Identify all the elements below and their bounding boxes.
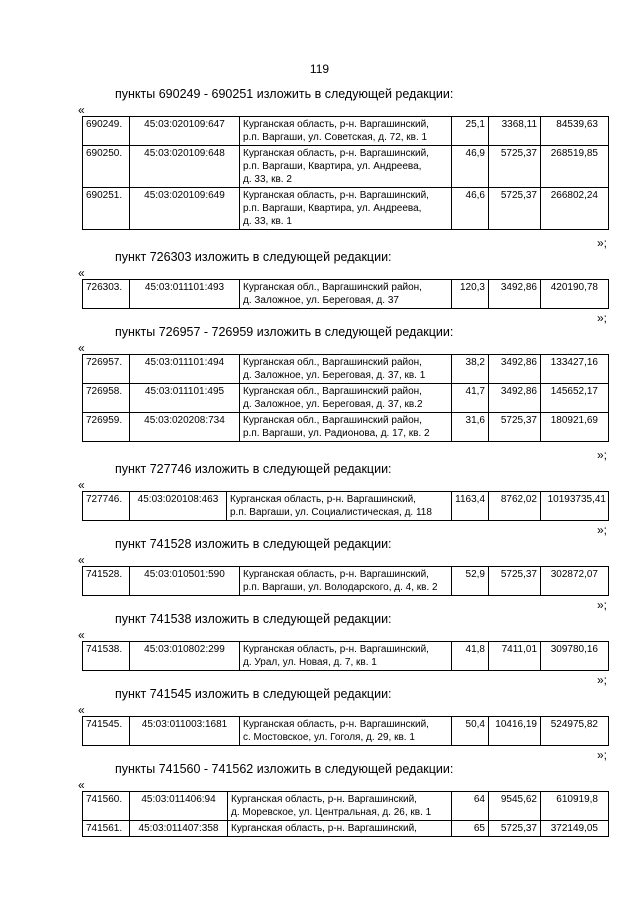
data-table bbox=[82, 354, 609, 442]
area-value: 31,6 bbox=[452, 413, 489, 442]
price-value: 3492,86 bbox=[489, 355, 541, 384]
row-number: 726959. bbox=[83, 413, 130, 442]
address-line: Курганская обл., Варгашинский район, bbox=[243, 386, 422, 397]
row-number: 726957. bbox=[83, 355, 130, 384]
close-quote: »; bbox=[596, 673, 607, 687]
row-number: 741528. bbox=[83, 567, 130, 596]
row-number: 690251. bbox=[83, 188, 130, 230]
row-number: 727746. bbox=[83, 492, 130, 521]
cadastral-number: 45:03:020109:647 bbox=[130, 117, 240, 146]
total-value: 133427,16 bbox=[541, 355, 609, 384]
total-value: 145652,17 bbox=[541, 384, 609, 413]
address-line: Курганская обл., Варгашинский район, bbox=[243, 357, 422, 368]
open-quote: « bbox=[78, 266, 85, 280]
section-heading: пункт 741545 изложить в следующей редакции: bbox=[115, 687, 392, 701]
address-line: р.п. Варгаши, ул. Социалистическая, д. 118 bbox=[230, 507, 432, 518]
address-cell bbox=[228, 792, 452, 821]
address-line: Курганская область, р-н. Варгашинский, bbox=[231, 794, 417, 805]
address-line: д. Заложное, ул. Береговая, д. 37, кв.2 bbox=[243, 399, 423, 410]
cadastral-number: 45:03:020109:649 bbox=[130, 188, 240, 230]
data-table bbox=[82, 116, 609, 230]
price-value: 10416,19 bbox=[489, 717, 541, 746]
close-quote: »; bbox=[596, 598, 607, 612]
cadastral-number: 45:03:011101:493 bbox=[130, 280, 240, 309]
table-row bbox=[83, 413, 609, 442]
section-heading: пункты 741560 - 741562 изложить в следующей редакции: bbox=[115, 762, 454, 776]
open-quote: « bbox=[78, 703, 85, 717]
area-value: 25,1 bbox=[452, 117, 489, 146]
address-line: Курганская область, р-н. Варгашинский, bbox=[230, 494, 416, 505]
close-quote: »; bbox=[596, 748, 607, 762]
address-cell bbox=[240, 567, 452, 596]
address-line: Курганская область, р-н. Варгашинский, bbox=[231, 823, 417, 834]
price-value: 5725,37 bbox=[489, 413, 541, 442]
table-row bbox=[83, 117, 609, 146]
cadastral-number: 45:03:011101:495 bbox=[130, 384, 240, 413]
area-value: 1163,4 bbox=[452, 492, 489, 521]
area-value: 52,9 bbox=[452, 567, 489, 596]
section-heading: пункты 690249 - 690251 изложить в следующей редакции: bbox=[115, 87, 454, 101]
total-value: 309780,16 bbox=[541, 642, 609, 671]
area-value: 120,3 bbox=[452, 280, 489, 309]
price-value: 5725,37 bbox=[489, 821, 541, 837]
table-row bbox=[83, 792, 609, 821]
price-value: 9545,62 bbox=[489, 792, 541, 821]
open-quote: « bbox=[78, 341, 85, 355]
close-quote: »; bbox=[596, 523, 607, 537]
cadastral-number: 45:03:011407:358 bbox=[130, 821, 228, 837]
section-heading: пункты 726957 - 726959 изложить в следующей редакции: bbox=[115, 325, 454, 339]
total-value: 10193735,41 bbox=[541, 492, 609, 521]
table-row bbox=[83, 355, 609, 384]
address-cell bbox=[240, 117, 452, 146]
data-table bbox=[82, 791, 609, 837]
section-heading: пункт 726303 изложить в следующей редакции: bbox=[115, 250, 392, 264]
table-row bbox=[83, 146, 609, 188]
address-line: Курганская область, р-н. Варгашинский, bbox=[243, 148, 429, 159]
data-table bbox=[82, 641, 609, 671]
area-value: 65 bbox=[452, 821, 489, 837]
total-value: 180921,69 bbox=[541, 413, 609, 442]
total-value: 268519,85 bbox=[541, 146, 609, 188]
address-line: р.п. Варгаши, Квартира, ул. Андреева, bbox=[243, 203, 422, 214]
cadastral-number: 45:03:011003:1681 bbox=[130, 717, 240, 746]
cadastral-number: 45:03:011101:494 bbox=[130, 355, 240, 384]
address-line: Курганская обл., Варгашинский район, bbox=[243, 415, 422, 426]
row-number: 741561. bbox=[83, 821, 130, 837]
data-table bbox=[82, 716, 609, 746]
table-row bbox=[83, 280, 609, 309]
table-row bbox=[83, 384, 609, 413]
address-line: д. Урал, ул. Новая, д. 7, кв. 1 bbox=[243, 657, 377, 668]
area-value: 41,8 bbox=[452, 642, 489, 671]
table-row bbox=[83, 821, 609, 837]
table-row bbox=[83, 188, 609, 230]
address-cell bbox=[228, 821, 452, 837]
row-number: 726303. bbox=[83, 280, 130, 309]
address-line: с. Мостовское, ул. Гоголя, д. 29, кв. 1 bbox=[243, 732, 415, 743]
close-quote: »; bbox=[596, 236, 607, 250]
table-row bbox=[83, 567, 609, 596]
area-value: 50,4 bbox=[452, 717, 489, 746]
price-value: 3368,11 bbox=[489, 117, 541, 146]
cadastral-number: 45:03:010501:590 bbox=[130, 567, 240, 596]
address-line: д. 33, кв. 2 bbox=[243, 174, 292, 185]
open-quote: « bbox=[78, 553, 85, 567]
section-heading: пункт 727746 изложить в следующей редакции: bbox=[115, 462, 392, 476]
page-number: 119 bbox=[309, 62, 330, 76]
cadastral-number: 45:03:010802:299 bbox=[130, 642, 240, 671]
total-value: 266802,24 bbox=[541, 188, 609, 230]
total-value: 302872,07 bbox=[541, 567, 609, 596]
cadastral-number: 45:03:011406:94 bbox=[130, 792, 228, 821]
row-number: 690249. bbox=[83, 117, 130, 146]
section-heading: пункт 741538 изложить в следующей редакции: bbox=[115, 612, 392, 626]
price-value: 7411,01 bbox=[489, 642, 541, 671]
address-line: д. Заложное, ул. Береговая, д. 37, кв. 1 bbox=[243, 370, 426, 381]
table-row bbox=[83, 492, 609, 521]
address-line: д. Моревское, ул. Центральная, д. 26, кв. 1 bbox=[231, 807, 432, 818]
data-table bbox=[82, 491, 609, 521]
area-value: 41,7 bbox=[452, 384, 489, 413]
cadastral-number: 45:03:020109:648 bbox=[130, 146, 240, 188]
row-number: 690250. bbox=[83, 146, 130, 188]
address-cell bbox=[240, 642, 452, 671]
cadastral-number: 45:03:020108:463 bbox=[130, 492, 227, 521]
total-value: 420190,78 bbox=[541, 280, 609, 309]
address-cell bbox=[240, 146, 452, 188]
area-value: 64 bbox=[452, 792, 489, 821]
open-quote: « bbox=[78, 778, 85, 792]
address-cell bbox=[240, 717, 452, 746]
address-line: Курганская область, р-н. Варгашинский, bbox=[243, 569, 429, 580]
price-value: 5725,37 bbox=[489, 188, 541, 230]
address-line: Курганская область, р-н. Варгашинский, bbox=[243, 719, 429, 730]
area-value: 46,6 bbox=[452, 188, 489, 230]
address-line: р.п. Варгаши, ул. Володарского, д. 4, кв. 2 bbox=[243, 582, 438, 593]
section-heading: пункт 741528 изложить в следующей редакции: bbox=[115, 537, 392, 551]
address-line: р.п. Варгаши, ул. Радионова, д. 17, кв. 2 bbox=[243, 428, 430, 439]
row-number: 741538. bbox=[83, 642, 130, 671]
close-quote: »; bbox=[596, 311, 607, 325]
address-cell bbox=[240, 355, 452, 384]
address-cell bbox=[240, 384, 452, 413]
data-table bbox=[82, 566, 609, 596]
total-value: 372149,05 bbox=[541, 821, 609, 837]
address-line: р.п. Варгаши, Квартира, ул. Андреева, bbox=[243, 161, 422, 172]
address-line: р.п. Варгаши, ул. Советская, д. 72, кв. 1 bbox=[243, 132, 428, 143]
price-value: 8762,02 bbox=[489, 492, 541, 521]
address-line: д. 33, кв. 1 bbox=[243, 216, 292, 227]
cadastral-number: 45:03:020208:734 bbox=[130, 413, 240, 442]
price-value: 3492,86 bbox=[489, 384, 541, 413]
price-value: 3492,86 bbox=[489, 280, 541, 309]
address-line: Курганская область, р-н. Варгашинский, bbox=[243, 190, 429, 201]
row-number: 726958. bbox=[83, 384, 130, 413]
table-row bbox=[83, 642, 609, 671]
open-quote: « bbox=[78, 478, 85, 492]
address-line: Курганская область, р-н. Варгашинский, bbox=[243, 119, 429, 130]
address-line: Курганская обл., Варгашинский район, bbox=[243, 282, 422, 293]
table-row bbox=[83, 717, 609, 746]
area-value: 38,2 bbox=[452, 355, 489, 384]
total-value: 524975,82 bbox=[541, 717, 609, 746]
address-line: д. Заложное, ул. Береговая, д. 37 bbox=[243, 295, 399, 306]
total-value: 84539,63 bbox=[541, 117, 609, 146]
open-quote: « bbox=[78, 103, 85, 117]
address-line: Курганская область, р-н. Варгашинский, bbox=[243, 644, 429, 655]
address-cell bbox=[227, 492, 452, 521]
close-quote: »; bbox=[596, 448, 607, 462]
row-number: 741560. bbox=[83, 792, 130, 821]
address-cell bbox=[240, 280, 452, 309]
price-value: 5725,37 bbox=[489, 567, 541, 596]
area-value: 46,9 bbox=[452, 146, 489, 188]
address-cell bbox=[240, 413, 452, 442]
data-table bbox=[82, 279, 609, 309]
price-value: 5725,37 bbox=[489, 146, 541, 188]
row-number: 741545. bbox=[83, 717, 130, 746]
address-cell bbox=[240, 188, 452, 230]
total-value: 610919,8 bbox=[541, 792, 609, 821]
open-quote: « bbox=[78, 628, 85, 642]
